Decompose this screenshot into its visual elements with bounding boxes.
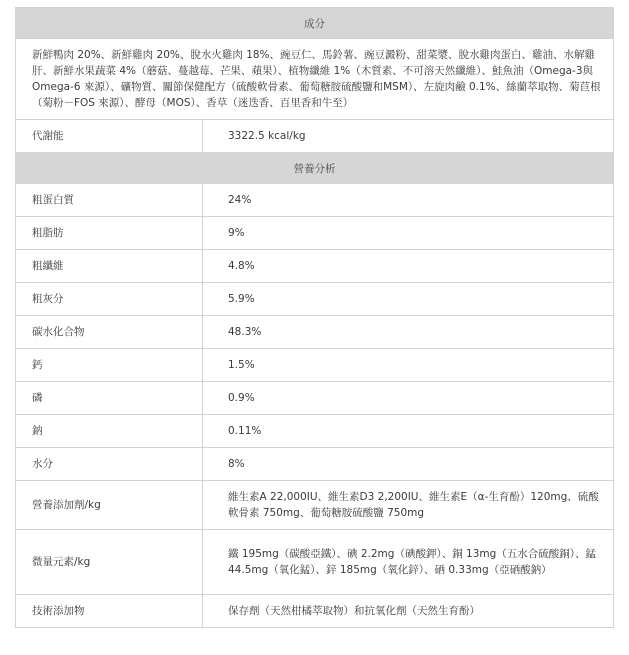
row-label: 粗纖維	[16, 250, 203, 283]
row-label: 粗灰分	[16, 283, 203, 316]
table-row	[16, 283, 614, 316]
table-row	[16, 349, 614, 382]
row-value: 8%	[203, 448, 614, 481]
table-row	[16, 530, 614, 595]
row-label: 粗脂肪	[16, 217, 203, 250]
row-value: 4.8%	[203, 250, 614, 283]
row-value: 5.9%	[203, 283, 614, 316]
row-value: 保存劑（天然柑橘萃取物）和抗氧化劑（天然生育酚）	[203, 595, 614, 628]
table-row	[16, 481, 614, 530]
ingredients-header: 成分	[16, 8, 614, 39]
analysis-header: 營養分析	[16, 153, 614, 184]
row-label: 鈉	[16, 415, 203, 448]
ingredients-row	[16, 39, 614, 120]
row-label: 水分	[16, 448, 203, 481]
nutrition-spec-panel	[15, 7, 613, 628]
row-label: 鈣	[16, 349, 203, 382]
row-value: 24%	[203, 184, 614, 217]
row-label: 粗蛋白質	[16, 184, 203, 217]
row-label: 磷	[16, 382, 203, 415]
metabolic-energy-row	[16, 120, 614, 153]
table-row	[16, 415, 614, 448]
nutrition-table	[15, 7, 614, 628]
row-label: 技術添加物	[16, 595, 203, 628]
row-value: 0.9%	[203, 382, 614, 415]
ingredients-text: 新鮮鴨肉 20%、新鮮雞肉 20%、脫水火雞肉 18%、豌豆仁、馬鈴薯、豌豆澱粉、甜菜漿、脫水雞肉蛋白、雞油、水解雞肝、新鮮水果蔬菜 4%（蘑菇、蔓越莓、芒果、蘋果）、植物纖維 1%（木質素、不可溶天然纖維）、鮭魚油（Omega-3與Omega-6 來源）、礦物質、關節保健配方（硫酸軟骨素、葡萄糖胺硫酸鹽和MSM）、左旋肉鹼 0.1%、絲蘭萃取物、菊苣根（菊粉－FOS 來源）、酵母（MOS）、香草（迷迭香、百里香和牛至）	[16, 39, 614, 120]
row-value: 1.5%	[203, 349, 614, 382]
row-label: 碳水化合物	[16, 316, 203, 349]
table-row	[16, 316, 614, 349]
table-row	[16, 595, 614, 628]
table-row	[16, 250, 614, 283]
metabolic-energy-value: 3322.5 kcal/kg	[203, 120, 614, 153]
row-value: 0.11%	[203, 415, 614, 448]
ingredients-header-row	[16, 8, 614, 39]
table-row	[16, 217, 614, 250]
table-row	[16, 382, 614, 415]
row-value: 維生素A 22,000IU、維生素D3 2,200IU、維生素E（α-生育酚）120mg、硫酸軟骨素 750mg、葡萄糖胺硫酸鹽 750mg	[203, 481, 614, 530]
row-label: 微量元素/kg	[16, 530, 203, 595]
analysis-header-row	[16, 153, 614, 184]
table-row	[16, 184, 614, 217]
row-value: 9%	[203, 217, 614, 250]
table-row	[16, 448, 614, 481]
row-value: 48.3%	[203, 316, 614, 349]
row-label: 營養添加劑/kg	[16, 481, 203, 530]
metabolic-energy-label: 代謝能	[16, 120, 203, 153]
row-value: 鐵 195mg（碳酸亞鐵）、碘 2.2mg（碘酸鉀）、銅 13mg（五水合硫酸銅）、錳 44.5mg（氧化錳）、鋅 185mg（氧化鋅）、硒 0.33mg（亞硒酸鈉）	[203, 530, 614, 595]
